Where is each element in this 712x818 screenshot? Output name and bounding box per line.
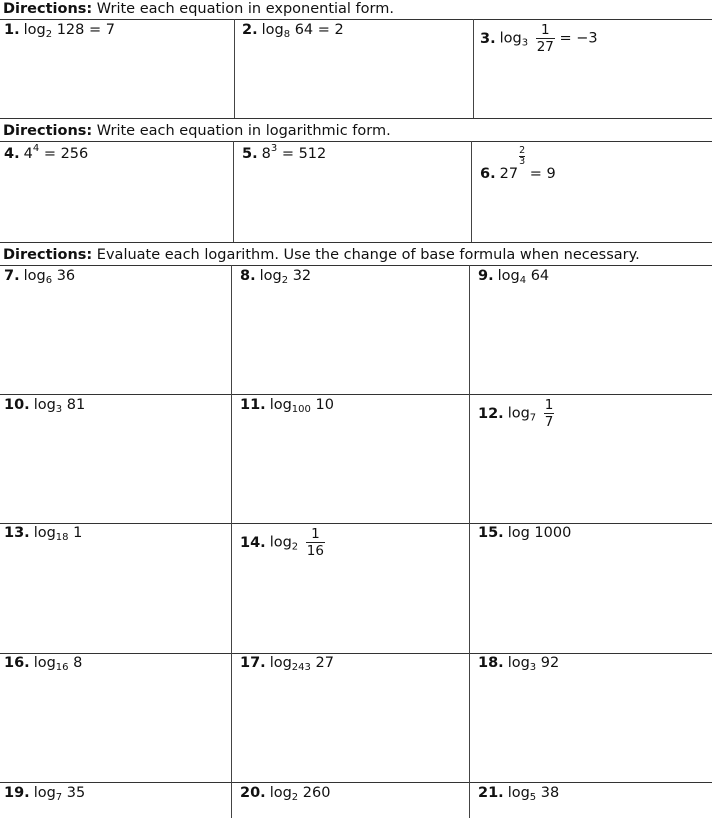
- problem-16: 16. $\log_{16} 8$: [4, 655, 83, 673]
- problem-14: 14. $\log_2$ $\frac{1}{16}$: [240, 526, 324, 559]
- rule-line: [0, 394, 712, 395]
- column-line: [473, 19, 474, 118]
- fraction: $\frac{1}{27}$: [536, 22, 554, 55]
- rule-line: [0, 118, 712, 119]
- column-line: [471, 141, 472, 242]
- problem-11: 11. $\log_{100} 10$: [240, 397, 334, 415]
- column-line: [231, 265, 232, 818]
- problem-19: 19. $\log_7 35$: [4, 785, 86, 803]
- column-line: [233, 141, 234, 242]
- problem-9: 9. $\log_4 64$: [478, 268, 550, 286]
- problem-13: 13. $\log_{18} 1$: [4, 525, 83, 543]
- directions-exponential: Directions: Write each equation in exponential form.: [3, 1, 394, 17]
- problem-5: 5. $8^3 = 512$: [242, 143, 327, 162]
- problem-18: 18. $\log_3 92$: [478, 655, 560, 673]
- rule-line: [0, 653, 712, 654]
- fraction: $\frac{1}{7}$: [544, 397, 554, 430]
- problem-2: 2. $\log_8 64 = 2$: [242, 22, 344, 40]
- problem-8: 8. $\log_2 32$: [240, 268, 312, 286]
- problem-1: 1. $\log_2 128 = 7$: [4, 22, 115, 40]
- directions-evaluate: Directions: Evaluate each logarithm. Use the change of base formula when necessary.: [3, 247, 640, 263]
- column-line: [234, 19, 235, 118]
- rule-line: [0, 242, 712, 243]
- fraction: $\frac{1}{16}$: [306, 526, 324, 559]
- problem-12: 12. $\log_7$ $\frac{1}{7}$: [478, 397, 554, 430]
- rule-line: [0, 265, 712, 266]
- rule-line: [0, 19, 712, 20]
- problem-17: 17. $\log_{243} 27$: [240, 655, 334, 673]
- rule-line: [0, 523, 712, 524]
- rule-line: [0, 141, 712, 142]
- column-line: [469, 265, 470, 818]
- problem-10: 10. $\log_3 81$: [4, 397, 86, 415]
- problem-4: 4. $4^4 = 256$: [4, 143, 89, 162]
- directions-logarithmic: Directions: Write each equation in logarithmic form.: [3, 123, 391, 139]
- rule-line: [0, 782, 712, 783]
- problem-21: 21. $\log_5 38$: [478, 785, 560, 803]
- problem-15: 15. log 1000: [478, 525, 572, 541]
- problem-20: 20. $\log_2 260$: [240, 785, 331, 803]
- problem-7: 7. $\log_6 36$: [4, 268, 76, 286]
- fractional-exponent: $\frac{2}{3}$: [519, 145, 526, 167]
- problem-3: 3. $\log_3$ $\frac{1}{27}$ = −3: [480, 22, 598, 55]
- problem-6: 6. 27 $\frac{2}{3}$ = 9: [480, 145, 556, 182]
